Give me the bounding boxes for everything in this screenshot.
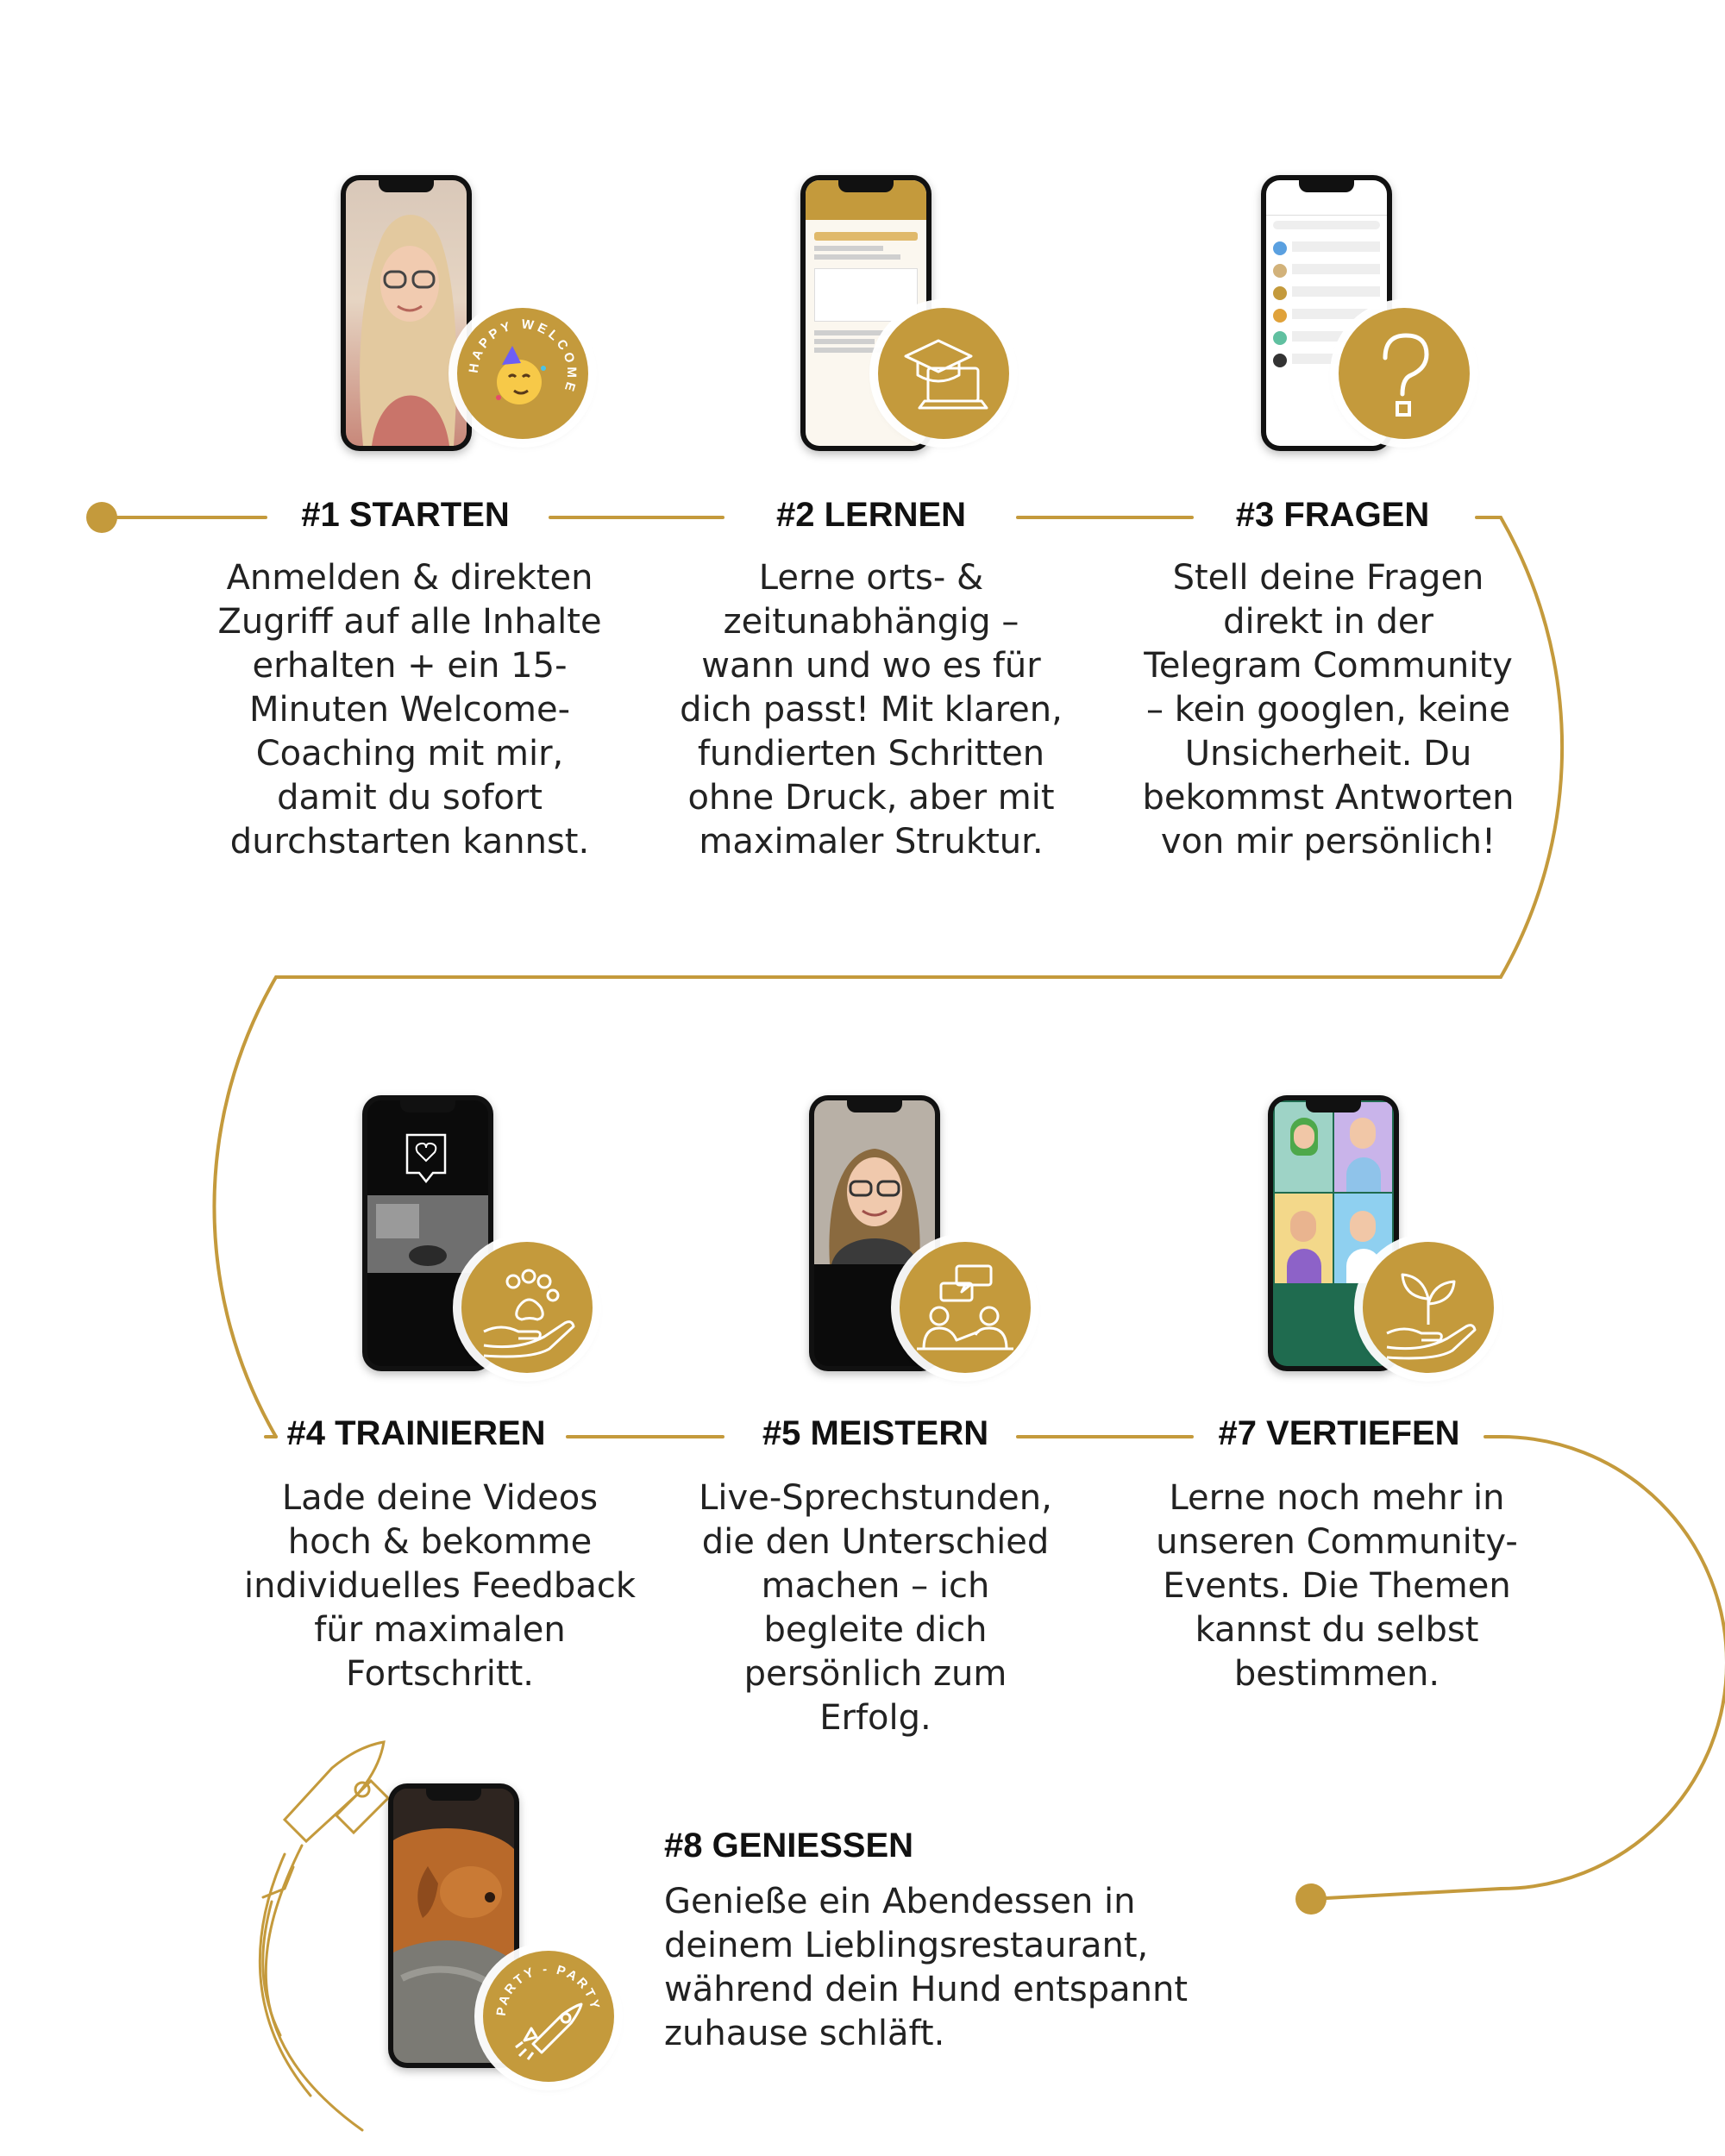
phone-mockup-welcome xyxy=(341,175,472,451)
badge-text-welcome: HAPPY WELCOME xyxy=(466,317,580,397)
step-text-starten: Anmelden & direkten Zugriff auf alle Inhalte erhalten + ein 15- Minuten Welcome- Coaching mit mir, damit du sofort durchstarten kannst. xyxy=(217,558,602,862)
badge-happy-welcome xyxy=(457,308,588,439)
badge-party xyxy=(483,1951,614,2082)
badge-plant xyxy=(1363,1242,1494,1373)
step-title-meistern: #5 MEISTERN xyxy=(762,1414,989,1452)
step-title-trainieren: #4 TRAINIEREN xyxy=(286,1414,546,1452)
heart-bubble-icon xyxy=(407,1135,445,1181)
rocket-trail-decoration xyxy=(260,1742,388,2130)
conversation-icon xyxy=(900,1242,1031,1373)
svg-text:PARTY - PARTY xyxy=(494,1962,603,2017)
step-title-starten: #1 STARTEN xyxy=(301,496,510,534)
step-title-geniessen: #8 GENIESSEN xyxy=(664,1827,914,1865)
badge-conversation xyxy=(900,1242,1031,1373)
step-text-geniessen: Genieße ein Abendessen in deinem Lieblingsrestaurant, während dein Hund entspannt zuhause schläft. xyxy=(664,1882,1189,2053)
step-title-lernen: #2 LERNEN xyxy=(775,496,967,534)
party-face-icon xyxy=(496,346,546,404)
badge-text-party: PARTY - PARTY xyxy=(493,1961,603,2017)
badge-question xyxy=(1339,308,1470,439)
badge-paw xyxy=(461,1242,593,1373)
step-title-fragen: #3 FRAGEN xyxy=(1235,496,1430,534)
graduation-laptop-icon xyxy=(878,308,1009,439)
timeline-end-dot xyxy=(1295,1883,1327,1915)
step-title-vertiefen: #7 VERTIEFEN xyxy=(1218,1414,1460,1452)
question-mark-icon xyxy=(1339,308,1470,439)
badge-learn xyxy=(878,308,1009,439)
step-text-meistern: Live-Sprechstunden, die den Unterschied machen – ich begleite dich persönlich zum Erfolg. xyxy=(699,1478,1052,1738)
rocket-icon xyxy=(516,2004,581,2059)
timeline-start-dot xyxy=(86,502,117,533)
paw-hand-icon xyxy=(461,1242,593,1373)
step-text-vertiefen: Lerne noch mehr in unseren Community- Events. Die Themen kannst du selbst bestimmen. xyxy=(1156,1478,1518,1694)
step-text-fragen: Stell deine Fragen direkt in der Telegram Community – kein googlen, keine Unsicherheit. Du bekommst Antworten von mir persönlich! xyxy=(1142,558,1515,862)
step-text-lernen: Lerne orts- & zeitunabhängig – wann und wo es für dich passt! Mit klaren, fundierten Schritten ohne Druck, aber mit maximaler Struktur. xyxy=(680,558,1063,862)
step-text-trainieren: Lade deine Videos hoch & bekomme individuelles Feedback für maximalen Fortschritt. xyxy=(244,1478,636,1694)
plant-hand-icon xyxy=(1363,1242,1494,1373)
